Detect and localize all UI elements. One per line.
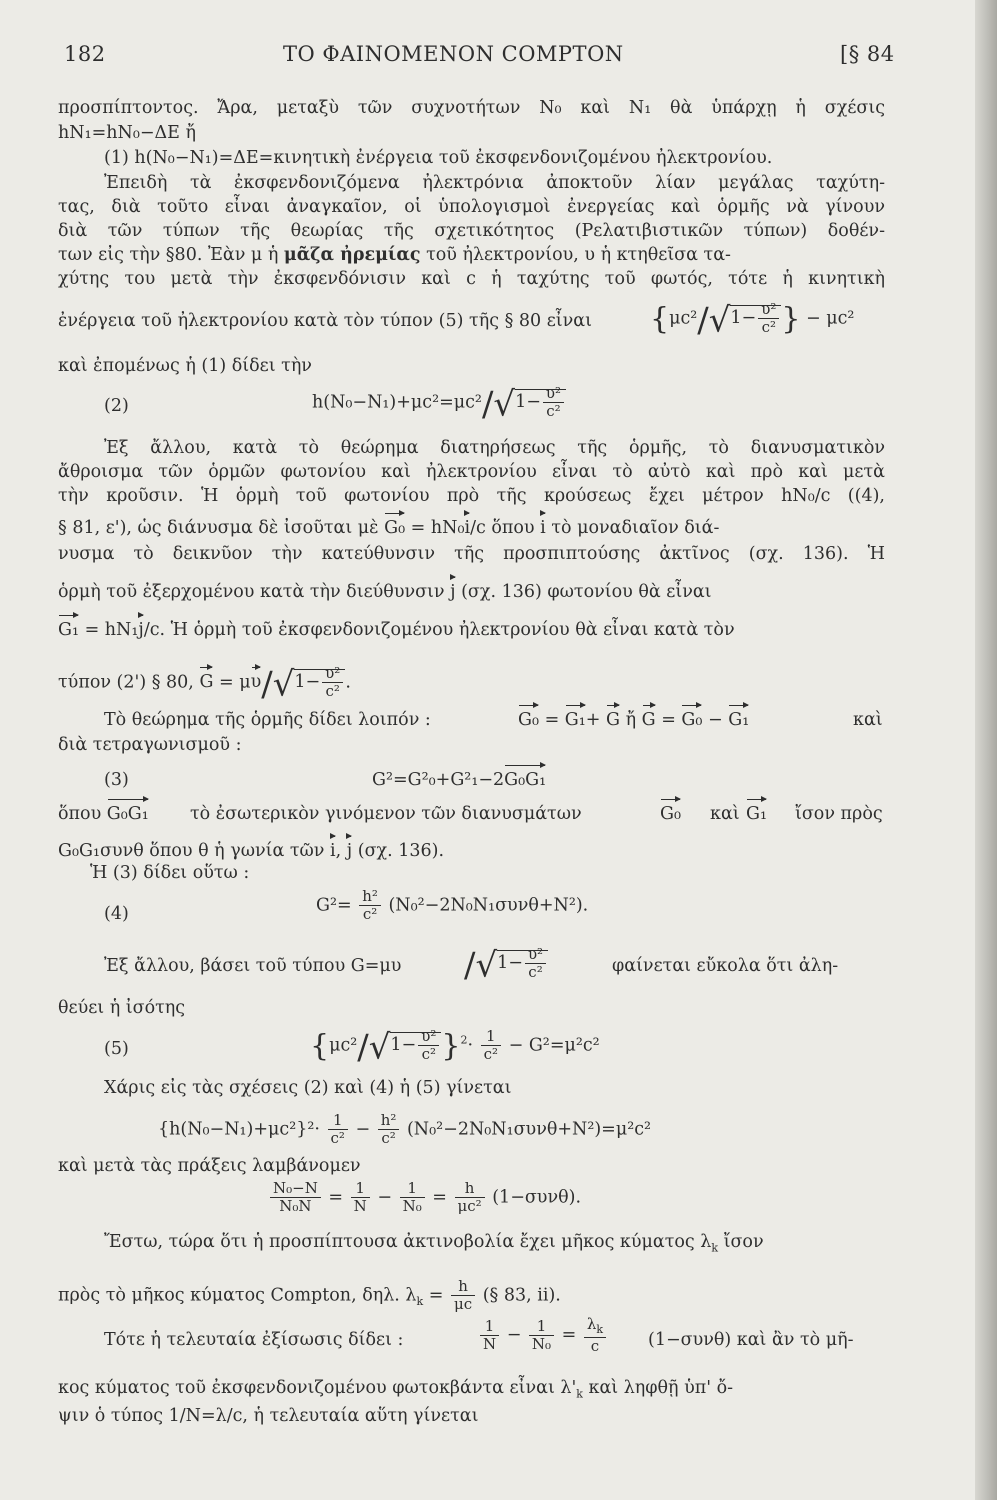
text-run: = hN₁ [79, 620, 139, 640]
text-line: διὰ τῶν τύπων τῆς θεωρίας τῆς σχετικότητος (Ρελατιβιστικῶν τύπων) δοθέν- [58, 221, 885, 241]
text-run: ὅπου [58, 804, 107, 824]
text-run: (σχ. 136). [352, 841, 445, 861]
page-number: 182 [64, 42, 106, 66]
vector-j: j [138, 620, 144, 640]
equation-kinetic-energy: {μc²/√1− $\frac{\text{υ²}}{\text{c²}}$ } − μc² [650, 300, 855, 341]
text-line [58, 584, 885, 602]
section-reference: [§ 84 [840, 42, 895, 66]
text-line: πρὸς τὸ μῆκος κύματος Compton, δηλ. $\lambda_k$ = $\frac{h}{\mu c}$ (§ 83, ii). [58, 1277, 561, 1314]
vector-j: j [450, 582, 456, 602]
text-line: Ἐξ ἄλλου, βάσει τοῦ τύπου G=μυ [104, 956, 402, 976]
equation-2: h(N₀−N₁)+μc²=μc²/√1− $\frac{\text{υ²}}{\text{c²}}$ [312, 385, 566, 421]
text-line: ἄθροισμα τῶν ὁρμῶν φωτονίου καὶ ἠλεκτρονίου εἶναι τὸ αὐτὸ καὶ πρὸ καὶ μετὰ [58, 462, 885, 482]
text-line [58, 247, 885, 265]
text-run: τὸ ἐσωτερικὸν γινόμενον τῶν διανυσμάτων [190, 804, 582, 824]
vector-i: i [540, 518, 546, 538]
text-run: ἴσον πρὸς [795, 804, 883, 824]
text-run: G₀G₁συνθ ὅπου θ ἡ γωνία τῶν [58, 841, 330, 861]
text-line: νυσμα τὸ δεικνῦον τὴν κατεύθυνσιν τῆς προσπιπτούσης ἀκτῖνος (σχ. 136). Ἡ [58, 544, 885, 564]
text-line: Ἡ (3) δίδει οὕτω : [90, 863, 250, 883]
momentum-equation: G₀ = G₁+ G ἤ G = G₀ − G₁ [518, 710, 750, 730]
bold-term: μᾶζα ἠρεμίας [283, 245, 421, 265]
combined-equation: {h(N₀−N₁)+μc²}²· $\frac{1}{\text{c²}}$ − $\frac{\text{h²}}{\text{c²}}$ (N₀²−2N₀N₁συνθ+N²)=μ²c² [158, 1111, 652, 1148]
text-run: ὁρμὴ τοῦ ἐξερχομένου κατὰ τὴν διεύθυνσιν [58, 582, 451, 602]
equation-5: {μc²/√1− $\frac{\text{υ²}}{\text{c²}}$ }$^2$· $\frac{1}{\text{c²}}$ − G²=μ²c² [310, 1027, 600, 1068]
text-line: G₀G₁συνθ ὅπου θ ἡ γωνία τῶν i, j (σχ. 136). [58, 841, 445, 861]
text-line [58, 806, 149, 824]
text-line: προσπίπτοντος. Ἄρα, μεταξὺ τῶν συχνοτήτων N₀ καὶ N₁ θὰ ὑπάρχῃ ἡ σχέσις [58, 98, 885, 118]
vector-G1: G₁ [746, 804, 767, 824]
equation-label: (2) [104, 396, 129, 416]
text-run: Ἔστω, τώρα ὅτι ἡ προσπίπτουσα ἀκτινοβολία ἔχει μῆκος κύματος λ [104, 1232, 712, 1252]
text-run: /c. Ἡ ὁρμὴ τοῦ ἐκσφενδονιζομένου ἠλεκτρονίου θὰ εἶναι κατὰ τὸν [143, 620, 735, 640]
page-gutter-shadow [975, 0, 997, 1500]
vector-G0: G₀ [660, 804, 681, 824]
text-run: καὶ [710, 804, 740, 824]
equation-label: (5) [104, 1039, 129, 1059]
text-line: τύπον (2') § 80, G = μυ/√1− $\frac{\text{υ²}}{\text{c²}}$ . [58, 664, 351, 705]
text-run: των εἰς τὴν §80. Ἐὰν μ ἡ [58, 245, 284, 265]
wavelength-equation: $\frac{1}{N}$ − $\frac{1}{\text{N₀}}$ = $\frac{\lambda_k}{c}$ [478, 1316, 608, 1355]
momentum-formula: /√1− $\frac{\text{υ²}}{\text{c²}}$ [464, 946, 548, 982]
running-title: ΤΟ ΦΑΙΝΟΜΕΝΟΝ COMPTON [283, 42, 624, 66]
text-line: χύτης του μετὰ τὴν ἐκσφενδόνισιν καὶ c ἡ ταχύτης τοῦ φωτός, τότε ἡ κινητικὴ [58, 269, 885, 289]
text-line: ἐνέργεια τοῦ ἠλεκτρονίου κατὰ τὸν τύπον (5) τῆς § 80 εἶναι [58, 311, 592, 331]
text-run: φαίνεται εὔκολα ὅτι ἀλη- [612, 956, 839, 976]
text-run: /c ὅπου [470, 518, 541, 538]
text-line: θεύει ἡ ἰσότης [58, 998, 186, 1018]
text-run: § 81, ε'), ὡς διάνυσμα δὲ ἰσοῦται μὲ [58, 518, 385, 538]
text-line: διὰ τετραγωνισμοῦ : [58, 735, 242, 755]
text-line: τας, διὰ τοῦτο εἶναι ἀναγκαῖον, οἱ ὑπολογισμοὶ ἐνεργείας καὶ ὁρμῆς νὰ γίνουν [58, 197, 885, 217]
text-line: τὴν κροῦσιν. Ἡ ὁρμὴ τοῦ φωτονίου πρὸ τῆς κρούσεως ἔχει μέτρον hN₀/c ((4), [58, 486, 885, 506]
text-line: Ἔστω, τώρα ὅτι ἡ προσπίπτουσα ἀκτινοβολία ἔχει μῆκος κύματος $\lambda_k$ ἴσον [104, 1232, 764, 1255]
text-line: ψιν ὁ τύπος 1/N=λ/c, ἡ τελευταία αὕτη γίνεται [58, 1406, 479, 1426]
equation-1: (1) h(N₀−N₁)=ΔΕ=κινητικὴ ἐνέργεια τοῦ ἐκσφενδονιζομένου ἠλεκτρονίου. [104, 148, 773, 168]
text-run: καὶ ληφθῇ ὑπ' ὄ- [582, 1378, 734, 1398]
text-run: τοῦ ἠλεκτρονίου, υ ἡ κτηθεῖσα τα- [420, 245, 731, 265]
text-line: Τότε ἡ τελευταία ἐξίσωσις δίδει : [104, 1330, 404, 1350]
text-line: hN₁=hN₀−ΔΕ ἤ [58, 123, 196, 143]
text-line: καὶ ἐπομένως ἡ (1) δίδει τὴν [58, 356, 312, 376]
text-line [58, 520, 885, 538]
text-run: ἴσον [718, 1232, 764, 1252]
text-run: τύπον (2') § 80, [58, 672, 200, 693]
vector-product: G₀G₁ [106, 804, 149, 824]
text-run: καὶ [853, 710, 883, 730]
equation-4: G²= $\frac{\text{h²}}{\text{c²}}$ (N₀²−2N₀N₁συνθ+N²). [316, 887, 589, 924]
text-run: = hN₀ [405, 518, 465, 538]
vector-i: i [464, 518, 471, 538]
vector-G: G [199, 672, 214, 693]
text-run: πρὸς τὸ μῆκος κύματος Compton, δηλ. λ [58, 1285, 417, 1306]
text-line: Χάρις εἰς τὰς σχέσεις (2) καὶ (4) ἡ (5) γίνεται [104, 1078, 512, 1098]
text-line: Ἐπειδὴ τὰ ἐκσφενδονιζόμενα ἠλεκτρόνια ἀποκτοῦν λίαν μεγάλας ταχύτη- [104, 173, 885, 193]
text-line: Ἐξ ἄλλου, κατὰ τὸ θεώρημα διατηρήσεως τῆς ὁρμῆς, τὸ διανυσματικὸν [104, 438, 885, 458]
text-run: τὸ μοναδιαῖον διά- [545, 518, 720, 538]
text-run: (σχ. 136) φωτονίου θὰ εἶναι [455, 582, 712, 602]
result-equation: $\frac{\text{N₀−N}}{\text{N₀N}}$ = $\frac{1}{N}$ − $\frac{1}{\text{N₀}}$ = $\frac{h}{\text{μc²}}$ (1−συνθ). [268, 1180, 581, 1216]
text-line: κος κύματος τοῦ ἐκσφενδονιζομένου φωτοκβάντα εἶναι $\lambda'_k$ καὶ ληφθῇ ὑπ' ὄ- [58, 1378, 734, 1401]
vector-G1: G₁ [58, 620, 79, 640]
text-line: καὶ μετὰ τὰς πράξεις λαμβάνομεν [58, 1156, 361, 1176]
equation-label: (3) [104, 770, 129, 790]
equation-3: G²=G²₀+G²₁−2G₀G₁ [372, 770, 547, 790]
text-line: Τὸ θεώρημα τῆς ὁρμῆς δίδει λοιπόν : [104, 710, 431, 730]
text-line [58, 622, 885, 640]
text-run: (§ 83, ii). [477, 1285, 561, 1306]
equation-label: (4) [104, 904, 129, 924]
text-run: κος κύματος τοῦ ἐκσφενδονιζομένου φωτοκβάντα εἶναι λ' [58, 1378, 577, 1398]
vector-G0: G₀ [384, 518, 406, 538]
text-run: (1−συνθ) καὶ ἂν τὸ μῆ- [648, 1330, 854, 1350]
